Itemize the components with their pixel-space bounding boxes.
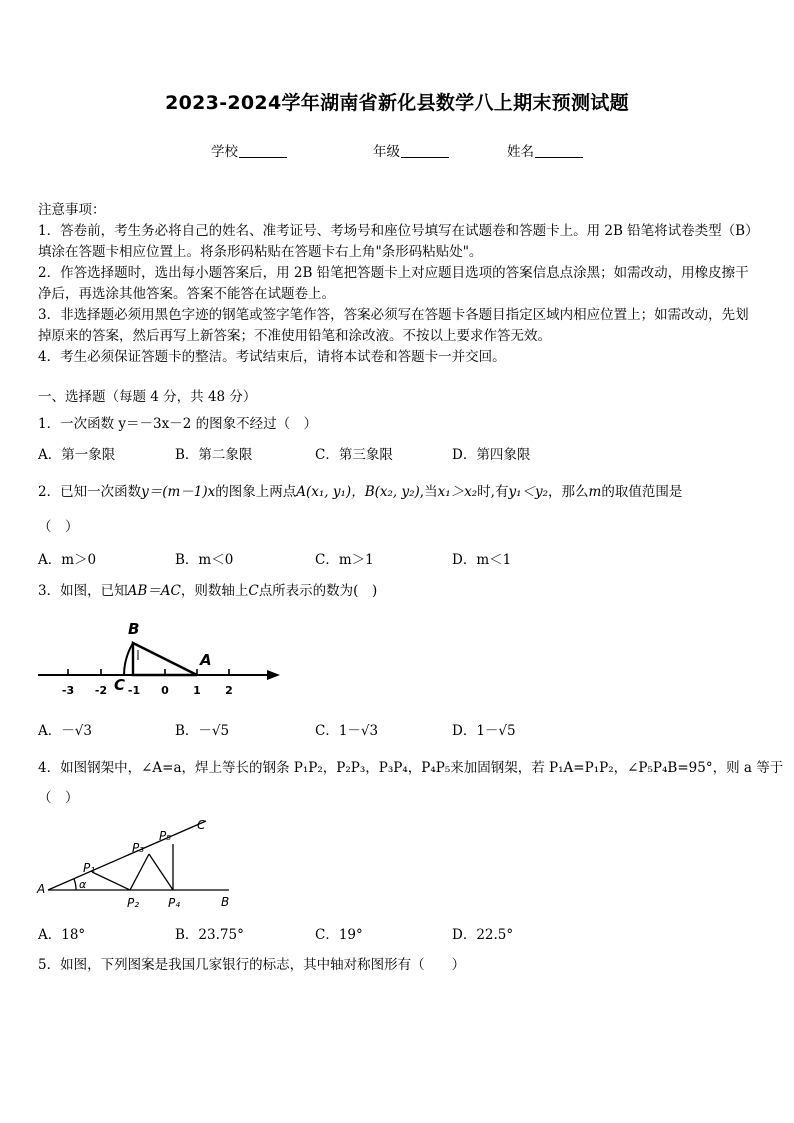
q4-option-c: C．19°: [315, 927, 363, 943]
q2-cond1: x₁＞x₂: [437, 484, 478, 500]
q2-stem-d: 时,有: [477, 484, 509, 500]
q2-stem-e: ，那么: [548, 484, 589, 500]
q2-stem-a: 2．已知一次函数: [38, 484, 142, 500]
tick-label-neg2: -2: [94, 684, 108, 697]
q3-option-d: D．1－√5: [452, 723, 516, 739]
q2-paren: （ ）: [38, 519, 79, 535]
q3-cond: AB＝AC: [127, 583, 181, 599]
label-p5: P₅: [159, 829, 172, 843]
q2-points: A(x₁, y₁)，B(x₂, y₂): [296, 484, 420, 500]
label-point-b: B: [221, 895, 230, 909]
q1-option-d: D．第四象限: [452, 447, 531, 463]
q2-var: m: [588, 484, 602, 500]
q2-stem-f: 的取值范围是: [601, 484, 683, 500]
q2-stem: 2．已知一次函数y＝(m－1)x的图象上两点A(x₁, y₁)，B(x₂, y₂),当x₁＞x₂时,有y₁＜y₂，那么m的取值范围是: [38, 484, 683, 500]
notice-item-4: 4．考生必须保证答题卡的整洁。考试结束后，请将本试卷和答题卡一并交回。: [38, 349, 506, 365]
q5-stem: 5．如图，下列图案是我国几家银行的标志，其中轴对称图形有（ ）: [38, 957, 466, 973]
grade-label: 年级: [373, 144, 400, 160]
q3-stem-a: 3．如图，已知: [38, 583, 128, 599]
q4-option-b: B．23.75°: [175, 927, 244, 943]
tick-label-0: 0: [161, 684, 169, 697]
bar-p1p2: [92, 872, 130, 890]
q2-func: y＝(m－1)x: [141, 484, 216, 500]
q3-stem-c: 点所表示的数为( ): [258, 583, 378, 599]
label-p2: P₂: [127, 896, 140, 910]
q4-option-a: A．18°: [38, 927, 86, 943]
q1-stem: 1．一次函数 y＝－3x－2 的图象不经过（ ）: [38, 416, 318, 432]
label-point-c: C: [197, 818, 206, 832]
grade-blank: [401, 145, 449, 158]
q2-stem-b: 的图象上两点: [215, 484, 297, 500]
q1-option-a: A．第一象限: [38, 447, 116, 463]
tick-label-neg3: -3: [61, 684, 75, 697]
q4-stem: 4．如图钢架中，∠A=a，焊上等长的钢条 P₁P₂，P₂P₃，P₃P₄，P₄P₅来加固钢架，若 P₁A=P₁P₂，∠P₅P₄B=95°，则 a 等于: [38, 760, 784, 776]
q1-option-b: B．第二象限: [175, 447, 253, 463]
q3-stem: [38, 581, 377, 602]
q3-option-b: B．－√5: [175, 723, 230, 739]
q3-number-line-figure: [34, 612, 284, 702]
label-p4: P₄: [168, 896, 181, 910]
q3-option-a: A．－√3: [38, 723, 92, 739]
tick-label-neg1: -1: [127, 684, 141, 697]
page-title: 2023-2024学年湖南省新化县数学八上期末预测试题: [165, 92, 629, 114]
school-label: 学校: [211, 144, 238, 160]
name-blank: [535, 145, 583, 158]
ray-ac: [48, 821, 206, 890]
q2-option-b: B．m＜0: [175, 552, 234, 568]
label-a: A: [200, 651, 212, 669]
grade-field: [373, 140, 449, 160]
label-point-a: A: [37, 882, 46, 896]
label-p1: P₁: [83, 861, 96, 875]
tick-label-2: 2: [225, 684, 233, 697]
q4-paren: （ ）: [38, 790, 79, 806]
school-blank: [239, 145, 287, 158]
q3-point: C: [248, 583, 259, 599]
q3-option-c: C．1－√3: [315, 723, 379, 739]
bar-p3p4: [149, 854, 173, 890]
q1-option-c: C．第三象限: [315, 447, 393, 463]
school-field: [211, 140, 287, 160]
label-c: C: [114, 676, 126, 694]
axis-arrow-icon: [267, 670, 280, 680]
q2-option-d: D．m＜1: [452, 552, 512, 568]
q2-stem-c: 当: [424, 484, 438, 500]
q2-option-a: A．m＞0: [38, 552, 97, 568]
bar-p2p3: [130, 854, 149, 890]
label-b: B: [128, 620, 140, 638]
q4-option-d: D．22.5°: [452, 927, 514, 943]
q2-option-c: C．m＞1: [315, 552, 374, 568]
notice-item-1: 1．答卷前，考生务必将自己的姓名、准考证号、考场号和座位号填写在试题卷和答题卡上。用 2B 铅笔将试卷类型（B）填涂在答题卡相应位置上。将条形码粘贴在答题卡右上角"条形码粘贴处"。: [38, 223, 759, 260]
q2-cond2: y₁＜y₂: [508, 484, 549, 500]
notice-item-3: 3．非选择题必须用黑色字迹的钢笔或签字笔作答，答案必须写在答题卡各题目指定区域内相应位置上；如需改动，先划掉原来的答案，然后再写上新答案；不准使用铅笔和涂改液。不按以上要求作答无效。: [38, 307, 749, 344]
q3-stem-b: ，则数轴上: [180, 583, 249, 599]
label-p3: P₃: [132, 841, 145, 855]
notice-item-2: 2．作答选择题时，选出每小题答案后，用 2B 铅笔把答题卡上对应题目选项的答案信息点涂黑；如需改动，用橡皮擦干净后，再选涂其他答案。答案不能答在试题卷上。: [38, 265, 749, 302]
tick-label-1: 1: [193, 684, 201, 697]
compass-arc: [124, 643, 133, 675]
name-label: 姓名: [507, 144, 534, 160]
q4-steel-frame-figure: [34, 815, 244, 915]
notice-heading: 注意事项：: [38, 202, 106, 218]
name-field: [507, 140, 583, 160]
section-heading: 一、选择题（每题 4 分，共 48 分）: [38, 389, 257, 405]
label-alpha: α: [79, 878, 87, 891]
angle-arc: [74, 879, 76, 890]
